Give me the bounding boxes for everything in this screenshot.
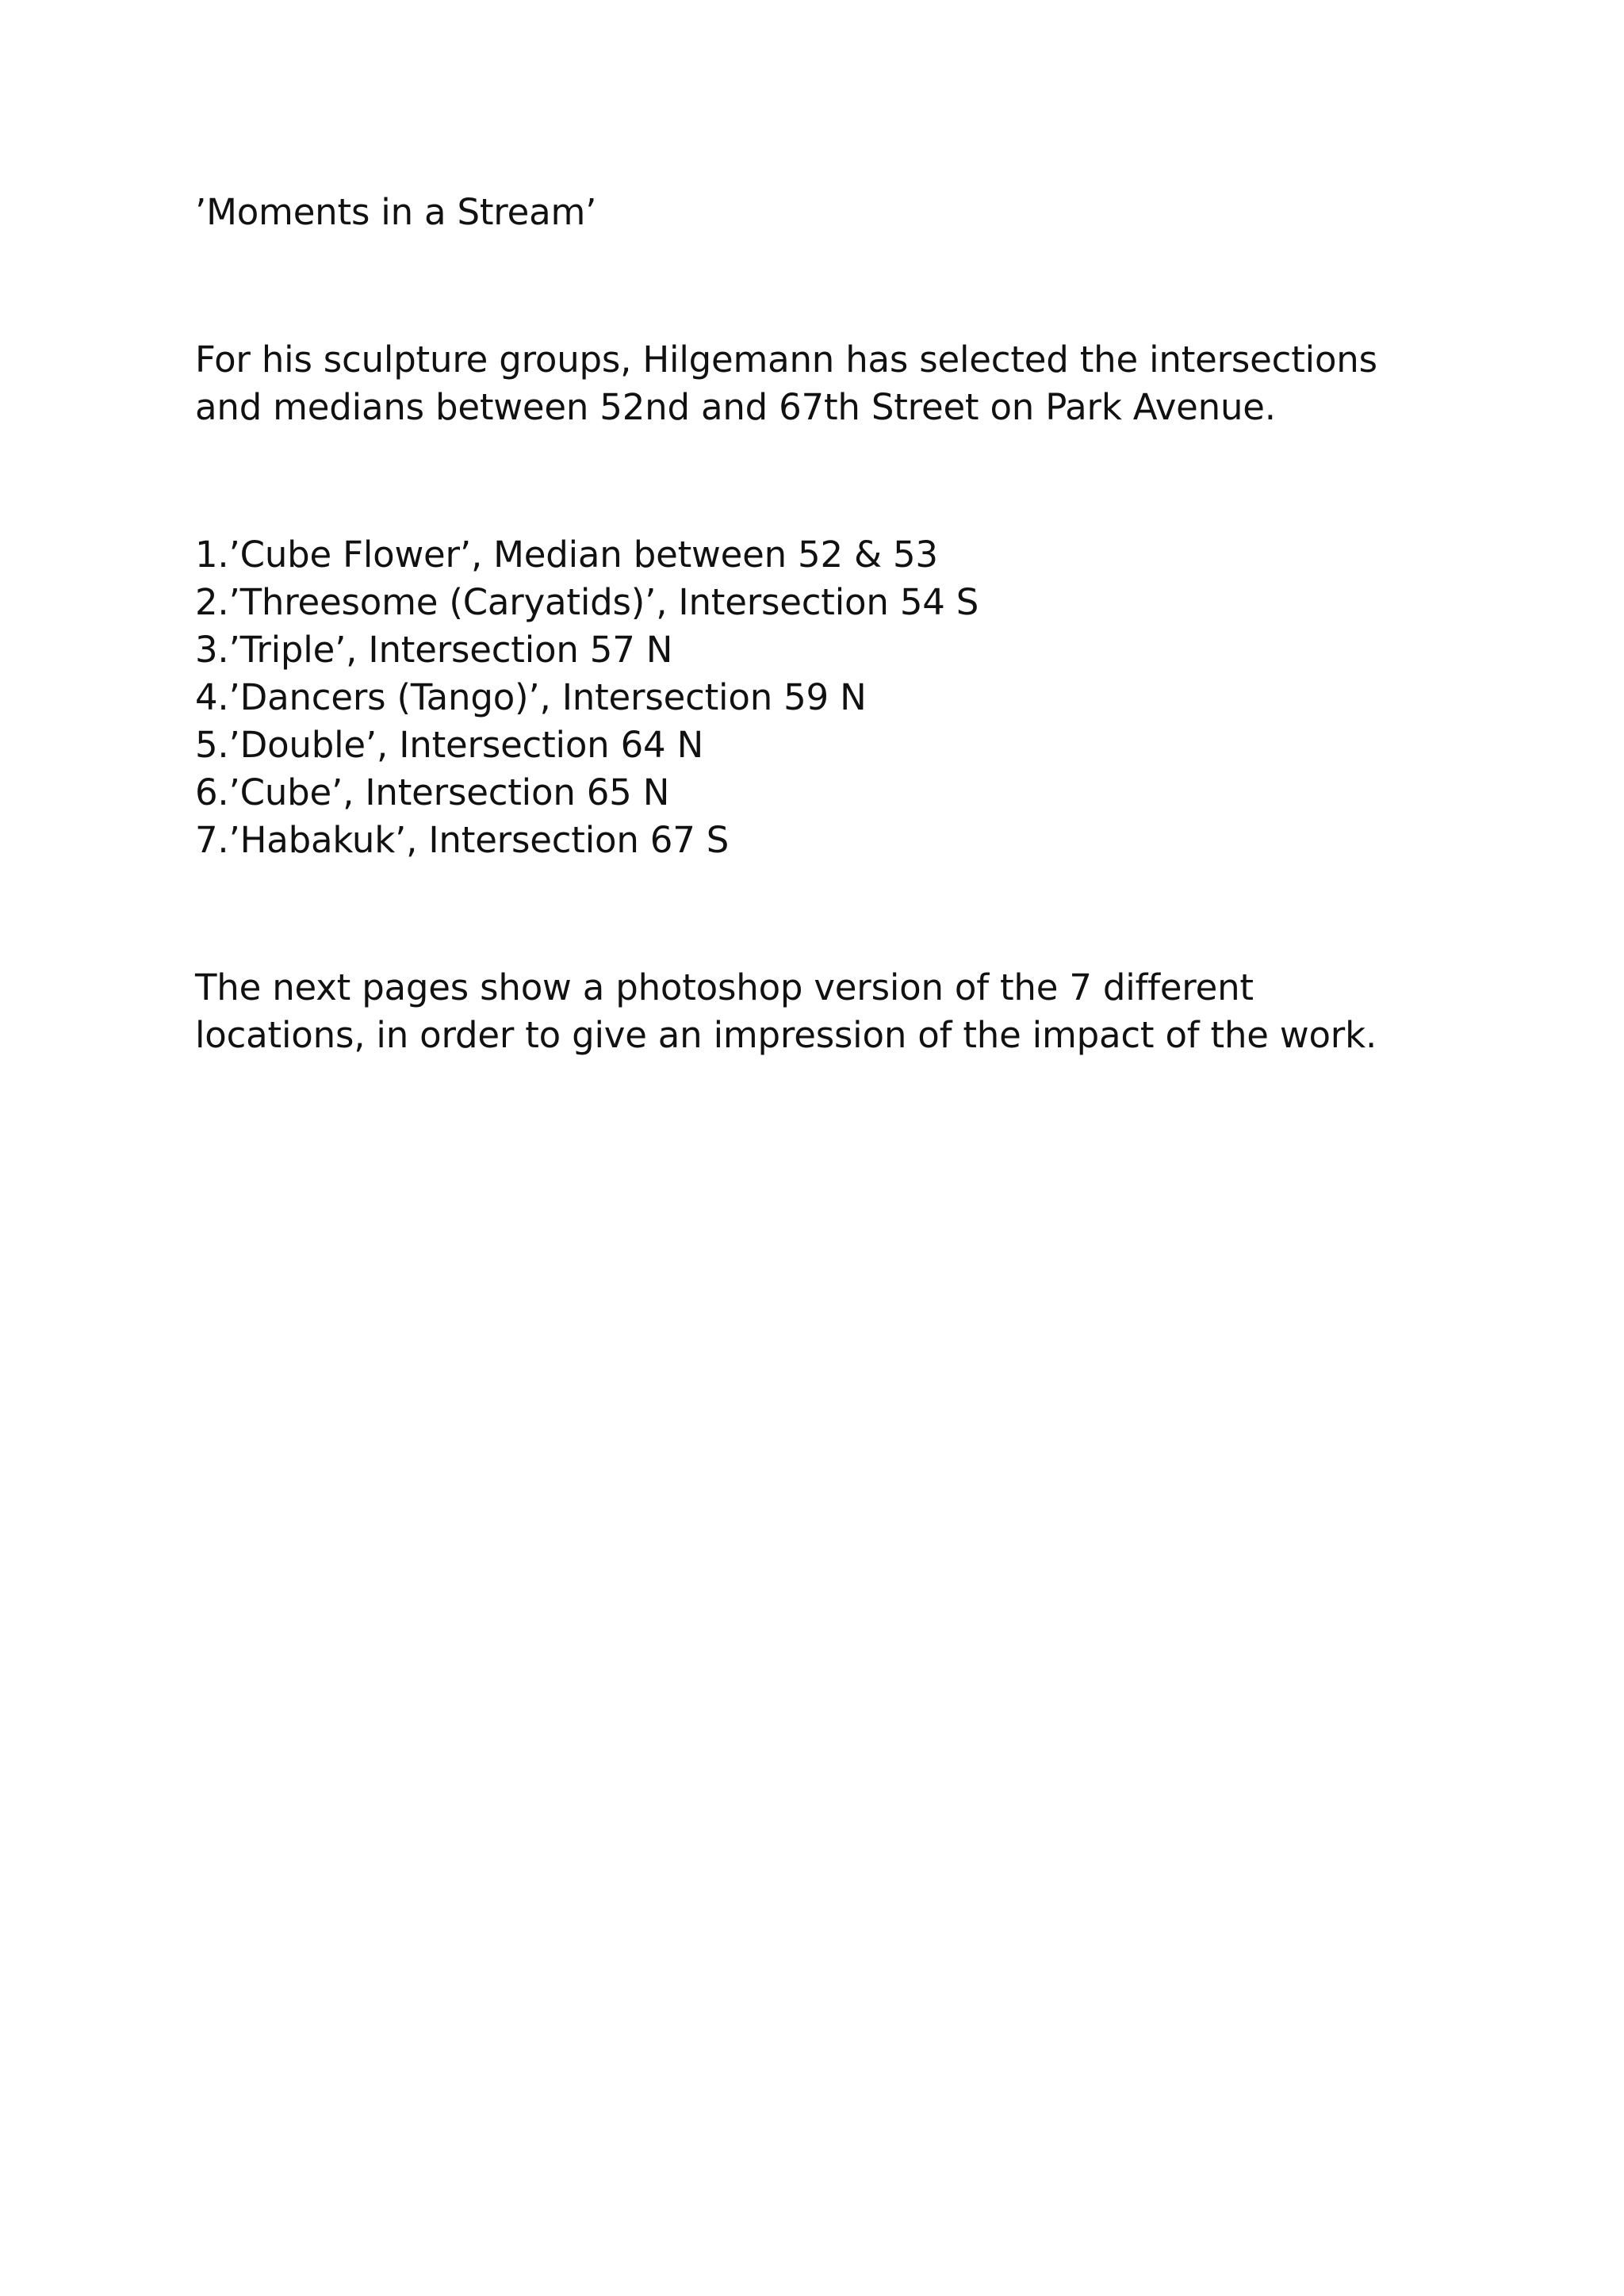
location-item-4: 4.’Dancers (Tango)’, Intersection 59 N [195,676,867,718]
location-item-2: 2.’Threesome (Caryatids)’, Intersection 54 S [195,581,979,623]
location-item-1: 1.’Cube Flower’, Median between 52 & 53 [195,534,938,576]
document-body [195,189,1432,1059]
location-item-7: 7.’Habakuk’, Intersection 67 S [195,819,730,861]
location-item-5: 5.’Double’, Intersection 64 N [195,724,704,766]
locations-list [195,531,1432,864]
intro-paragraph: For his sculpture groups, Hilgemann has selected the intersections and medians between 52nd and 67th Street on Park Avenue. [195,339,1377,428]
document-title: ’Moments in a Stream’ [195,191,597,233]
location-item-3: 3.’Triple’, Intersection 57 N [195,629,673,671]
location-item-6: 6.’Cube’, Intersection 65 N [195,771,670,813]
outro-paragraph: The next pages show a photoshop version of the 7 different locations, in order to give an impression of the impact of the work. [195,966,1377,1056]
